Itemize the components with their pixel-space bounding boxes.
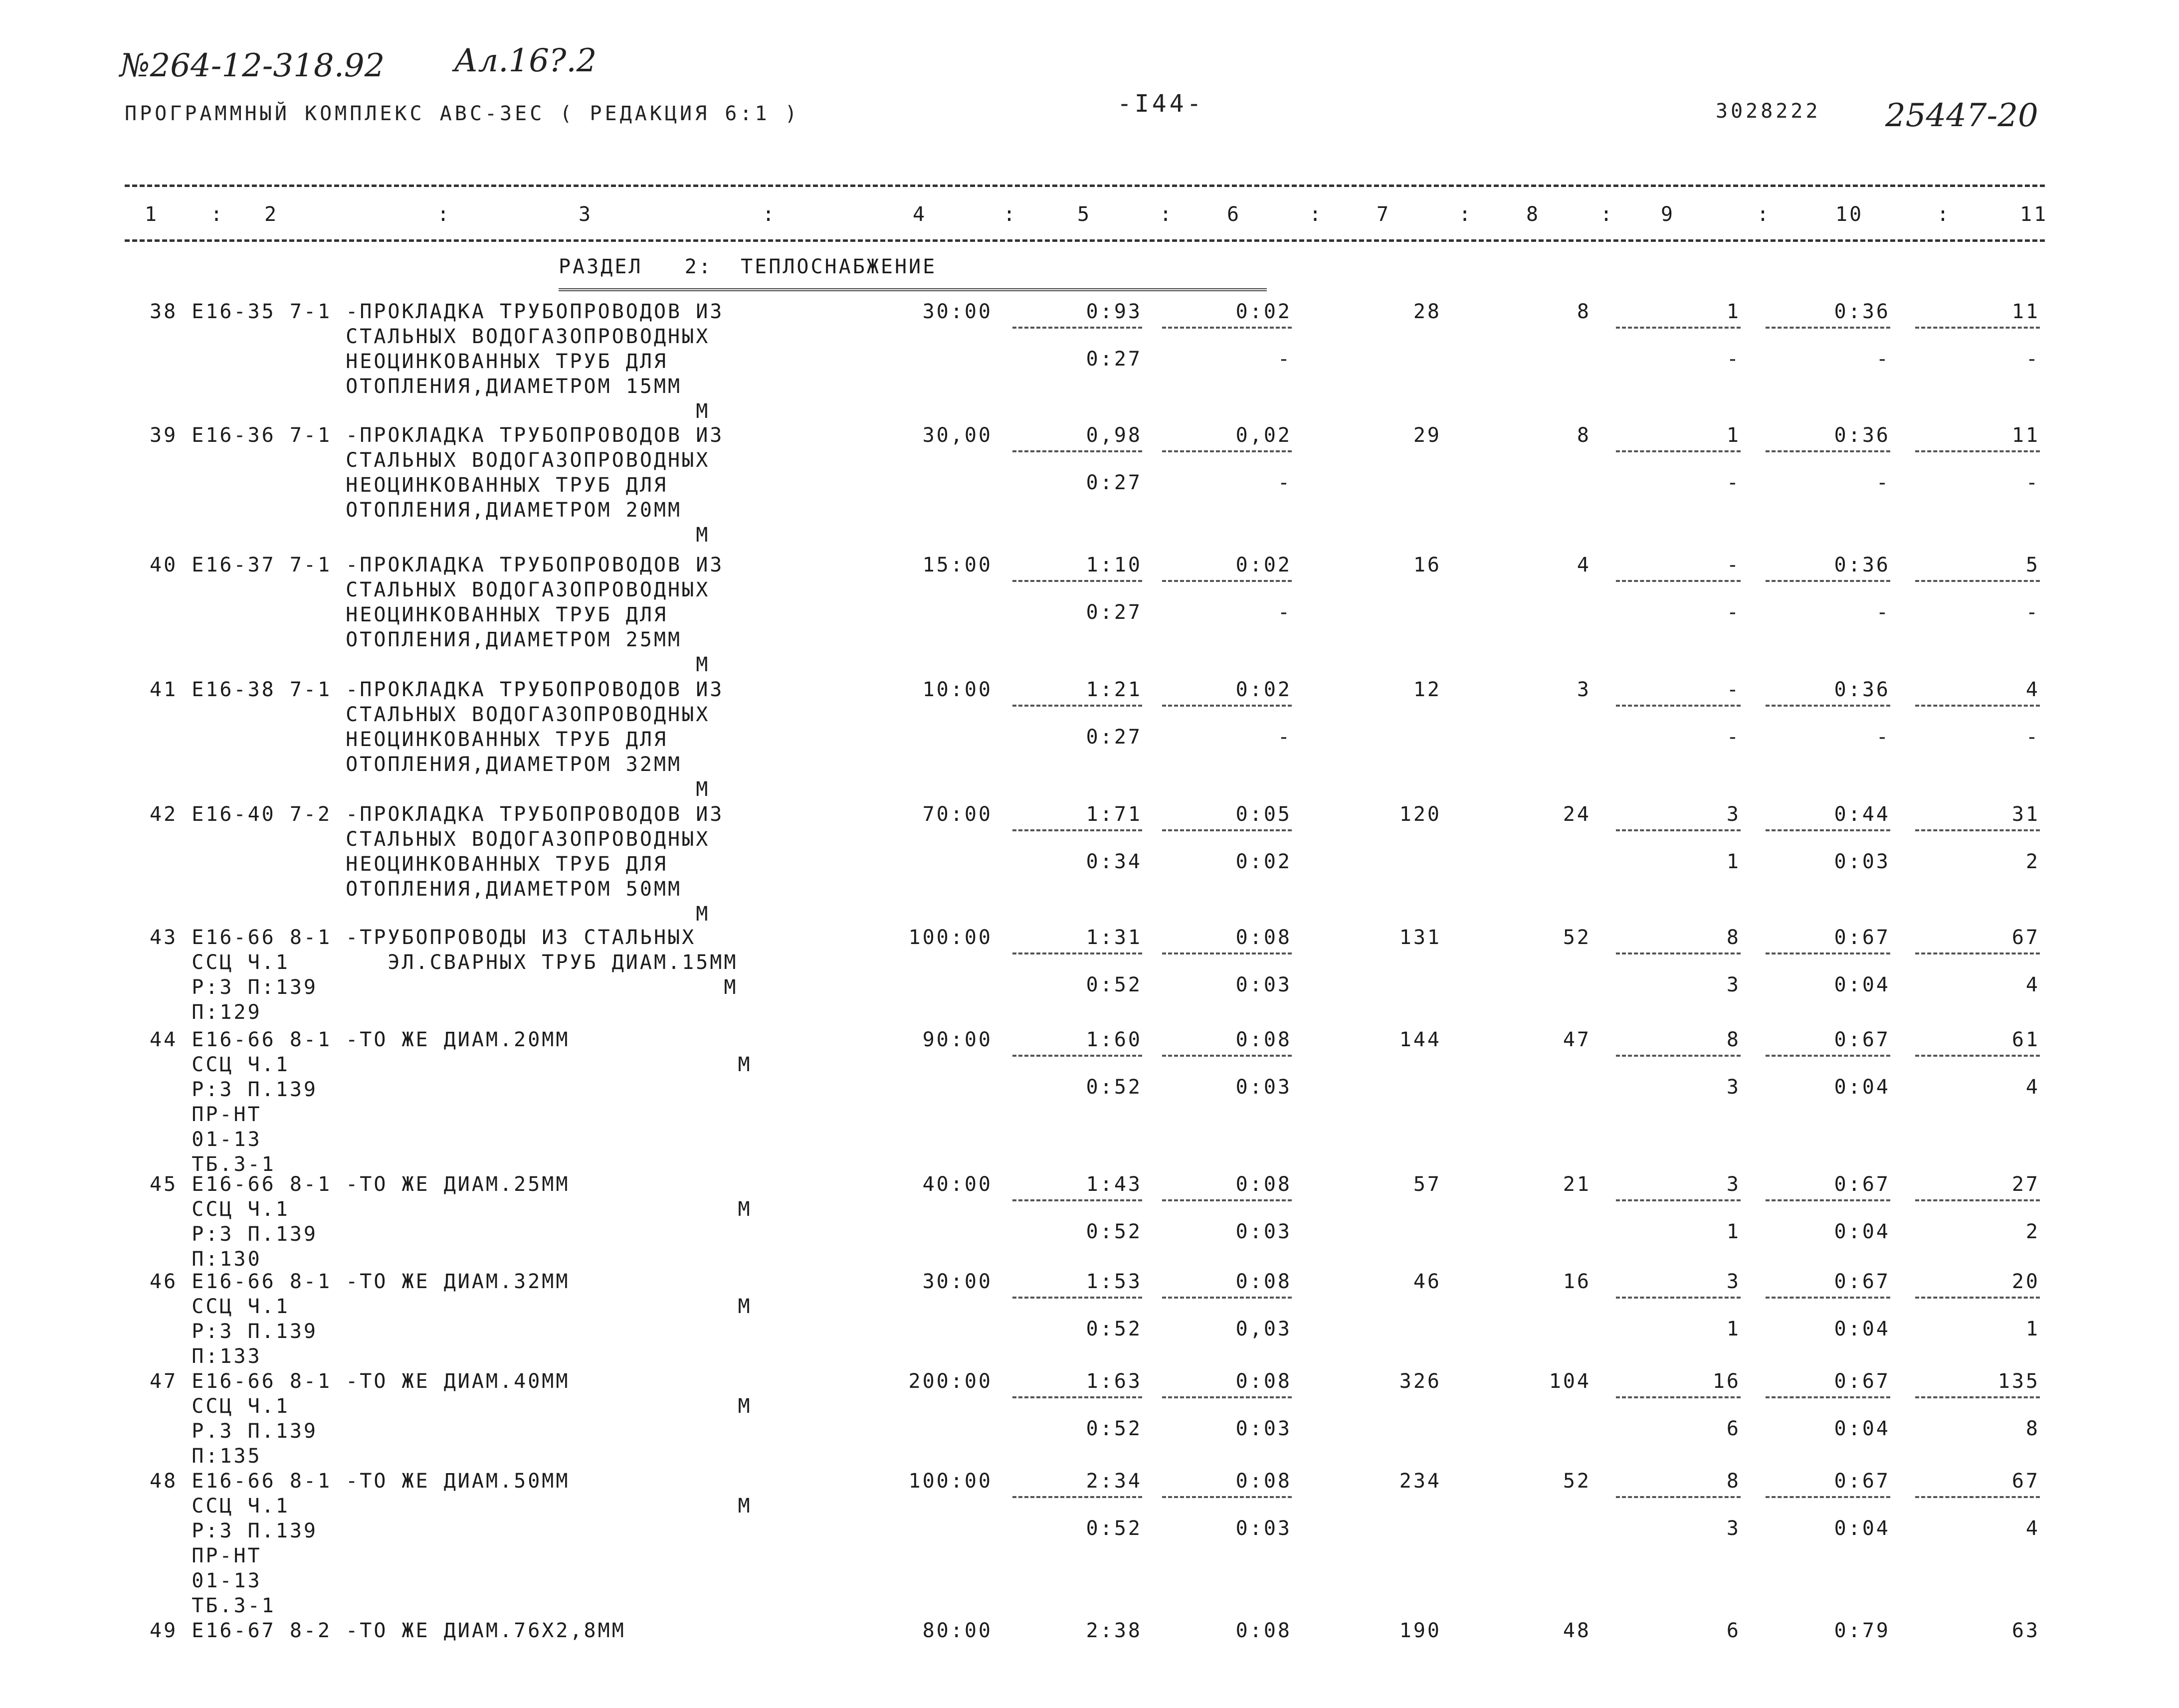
cell-col-9-lower: 1 [1726,1318,1741,1340]
cell-divider-line [1766,1396,1890,1398]
cell-col-4: 40:00 [922,1173,992,1196]
row-description-line: П:135 [150,1445,262,1468]
cell-divider-line [1766,952,1890,954]
cell-col-9-lower: 1 [1726,1220,1741,1243]
cell-divider-line [1162,327,1292,329]
column-header-6: 6 [1227,203,1241,226]
column-separator: : [1309,203,1324,226]
cell-col-10: 0:44 [1834,803,1890,826]
cell-divider-line [1616,580,1741,582]
column-separator: : [1160,203,1174,226]
row-description-line: 43 Е16-66 8-1 -ТРУБОПРОВОДЫ ИЗ СТАЛЬНЫХ [150,926,696,949]
cell-col-8: 8 [1577,300,1591,323]
row-description-line: НЕОЦИНКОВАННЫХ ТРУБ ДЛЯ [150,474,668,497]
cell-col-7: 326 [1399,1370,1441,1393]
cell-col-9-lower: 6 [1726,1417,1741,1440]
cell-col-9-lower: 3 [1726,973,1741,996]
row-description-line: П:130 [150,1248,262,1271]
cell-col-9: 8 [1726,1028,1741,1051]
cell-divider-line [1012,952,1142,954]
cell-col-10: 0:67 [1834,1028,1890,1051]
row-description-line: ССЦ Ч.1 ЭЛ.СВАРНЫХ ТРУБ ДИАМ.15ММ [150,951,738,974]
column-header-8: 8 [1526,203,1541,226]
row-description-line: П:129 [150,1001,262,1024]
row-description-line: Р:3 П.139 [150,1078,318,1101]
cell-col-8: 104 [1549,1370,1591,1393]
row-description-line: ССЦ Ч.1 М [150,1053,752,1076]
cell-col-5: 1:71 [1086,803,1142,826]
cell-col-7: 12 [1413,678,1441,701]
cell-col-11: 27 [2011,1173,2040,1196]
cell-divider-line [1766,829,1890,831]
cell-col-4: 80:00 [922,1619,992,1642]
column-header-9: 9 [1661,203,1675,226]
cell-col-6: 0:02 [1235,554,1292,576]
row-description-line: СТАЛЬНЫХ ВОДОГАЗОПРОВОДНЫХ [150,578,710,601]
cell-col-11-lower: 2 [2025,1220,2040,1243]
cell-col-8: 52 [1563,1470,1591,1493]
row-description-line: ССЦ Ч.1 М [150,1295,752,1318]
row-description-line: НЕОЦИНКОВАННЫХ ТРУБ ДЛЯ [150,350,668,373]
cell-divider-line [1766,1297,1890,1299]
cell-col-11-lower: 4 [2025,1517,2040,1540]
cell-col-10-lower: 0:04 [1834,1517,1890,1540]
cell-col-11-lower: - [2025,726,2040,749]
cell-divider-line [1616,1199,1741,1201]
cell-col-4: 15:00 [922,554,992,576]
cell-col-4: 10:00 [922,678,992,701]
cell-col-11: 63 [2011,1619,2040,1642]
cell-col-5-lower: 0:27 [1086,471,1142,494]
column-separator: : [762,203,777,226]
cell-col-11: 61 [2011,1028,2040,1051]
column-header-5: 5 [1077,203,1092,226]
cell-divider-line [1616,829,1741,831]
cell-col-10: 0:67 [1834,1173,1890,1196]
cell-col-7: 144 [1399,1028,1441,1051]
cell-col-4: 90:00 [922,1028,992,1051]
cell-col-4: 30:00 [922,300,992,323]
row-description-line: 47 Е16-66 8-1 -ТО ЖЕ ДИАМ.40ММ [150,1370,570,1393]
cell-divider-line [1915,1199,2040,1201]
cell-col-9: 16 [1712,1370,1741,1393]
cell-col-11-lower: - [2025,348,2040,371]
row-description-line: 44 Е16-66 8-1 -ТО ЖЕ ДИАМ.20ММ [150,1028,570,1051]
row-description-line: М [150,778,710,801]
cell-col-6: 0:08 [1235,1619,1292,1642]
cell-col-6: 0:02 [1235,678,1292,701]
cell-col-9: - [1726,678,1741,701]
cell-divider-line [1012,450,1142,452]
cell-divider-line [1766,327,1890,329]
row-description-line: НЕОЦИНКОВАННЫХ ТРУБ ДЛЯ [150,853,668,876]
cell-col-10-lower: 0:04 [1834,1076,1890,1099]
row-description-line: ССЦ Ч.1 М [150,1198,752,1221]
cell-col-11: 4 [2025,678,2040,701]
cell-col-8: 4 [1577,554,1591,576]
cell-col-9: 3 [1726,803,1741,826]
cell-col-11-lower: 8 [2025,1417,2040,1440]
cell-col-6-lower: 0:03 [1235,1076,1292,1099]
cell-divider-line [1012,705,1142,707]
column-separator: : [1003,203,1017,226]
cell-col-11-lower: 1 [2025,1318,2040,1340]
row-description-line: Р.3 П.139 [150,1420,318,1443]
cell-divider-line [1162,705,1292,707]
row-description-line: СТАЛЬНЫХ ВОДОГАЗОПРОВОДНЫХ [150,449,710,472]
cell-col-6-lower: - [1277,348,1292,371]
cell-col-6-lower: 0:03 [1235,1517,1292,1540]
row-description-line: ОТОПЛЕНИЯ,ДИАМЕТРОМ 25ММ [150,628,682,651]
cell-divider-line [1012,1496,1142,1498]
cell-divider-line [1162,829,1292,831]
row-description-line: СТАЛЬНЫХ ВОДОГАЗОПРОВОДНЫХ [150,828,710,851]
cell-col-6-lower: - [1277,726,1292,749]
page-number: -I44- [1117,90,1204,118]
cell-divider-line [1012,1199,1142,1201]
row-description-line: М [150,653,710,676]
cell-col-7: 28 [1413,300,1441,323]
cell-col-9-lower: 3 [1726,1076,1741,1099]
row-description-line: Р:3 П.139 [150,1320,318,1343]
handwritten-stamp-number: 25447-20 [1885,97,2038,134]
cell-col-10-lower: - [1876,471,1890,494]
cell-col-6-lower: - [1277,601,1292,624]
column-header-2: 2 [264,203,279,226]
cell-col-5-lower: 0:52 [1086,1517,1142,1540]
cell-col-6-lower: 0:02 [1235,850,1292,873]
cell-divider-line [1012,829,1142,831]
row-description-line: Р:3 П.139 [150,1223,318,1246]
cell-col-6-lower: 0:03 [1235,1220,1292,1243]
row-description-line: 38 Е16-35 7-1 -ПРОКЛАДКА ТРУБОПРОВОДОВ ИЗ [150,300,724,323]
cell-col-6: 0:08 [1235,1028,1292,1051]
row-description-line: 48 Е16-66 8-1 -ТО ЖЕ ДИАМ.50ММ [150,1470,570,1493]
cell-col-6: 0:08 [1235,1470,1292,1493]
cell-col-6-lower: - [1277,471,1292,494]
cell-col-6: 0:08 [1235,1270,1292,1293]
row-description-line: Р:3 П:139 М [150,976,738,999]
cell-col-9: 3 [1726,1173,1741,1196]
program-title: ПРОГРАММНЫЙ КОМПЛЕКС АВС-ЗЕС ( РЕДАКЦИЯ 6:1 ) [125,102,800,125]
row-description-line: ССЦ Ч.1 М [150,1495,752,1518]
cell-divider-line [1766,1055,1890,1057]
row-description-line: 40 Е16-37 7-1 -ПРОКЛАДКА ТРУБОПРОВОДОВ ИЗ [150,554,724,576]
cell-col-5: 1:31 [1086,926,1142,949]
row-description-line: ОТОПЛЕНИЯ,ДИАМЕТРОМ 50ММ [150,878,682,901]
cell-col-8: 48 [1563,1619,1591,1642]
cell-col-5: 2:34 [1086,1470,1142,1493]
cell-divider-line [1915,952,2040,954]
row-description-line: ОТОПЛЕНИЯ,ДИАМЕТРОМ 20ММ [150,499,682,522]
cell-col-5: 1:63 [1086,1370,1142,1393]
cell-col-10-lower: - [1876,348,1890,371]
row-description-line: ОТОПЛЕНИЯ,ДИАМЕТРОМ 15ММ [150,375,682,398]
cell-col-4: 100:00 [908,926,992,949]
cell-col-5-lower: 0:52 [1086,1076,1142,1099]
section-title: РАЗДЕЛ 2: ТЕПЛОСНАБЖЕНИЕ [559,255,937,278]
cell-col-7: 190 [1399,1619,1441,1642]
cell-col-11: 11 [2011,300,2040,323]
column-separator: : [1937,203,1951,226]
cell-divider-line [1012,580,1142,582]
cell-col-9-lower: - [1726,726,1741,749]
cell-col-10-lower: 0:04 [1834,1220,1890,1243]
cell-col-6: 0:05 [1235,803,1292,826]
cell-col-7: 29 [1413,424,1441,447]
cell-col-8: 52 [1563,926,1591,949]
cell-col-9: 8 [1726,926,1741,949]
column-header-1: 1 [145,203,159,226]
cell-divider-line [1012,1297,1142,1299]
column-separator: : [437,203,451,226]
top-rule [125,185,2045,187]
cell-col-5: 1:60 [1086,1028,1142,1051]
cell-divider-line [1162,580,1292,582]
cell-divider-line [1766,1199,1890,1201]
row-description-line: 39 Е16-36 7-1 -ПРОКЛАДКА ТРУБОПРОВОДОВ ИЗ [150,424,724,447]
cell-divider-line [1915,1396,2040,1398]
cell-col-7: 120 [1399,803,1441,826]
cell-divider-line [1616,450,1741,452]
cell-col-5-lower: 0:52 [1086,1318,1142,1340]
cell-col-11: 67 [2011,926,2040,949]
cell-col-10: 0:79 [1834,1619,1890,1642]
cell-col-8: 3 [1577,678,1591,701]
cell-col-11: 11 [2011,424,2040,447]
cell-col-9-lower: - [1726,601,1741,624]
header-bottom-rule [125,239,2045,242]
cell-col-5: 2:38 [1086,1619,1142,1642]
row-description-line: 45 Е16-66 8-1 -ТО ЖЕ ДИАМ.25ММ [150,1173,570,1196]
column-header-3: 3 [579,203,593,226]
cell-col-9-lower: 3 [1726,1517,1741,1540]
cell-divider-line [1162,952,1292,954]
cell-divider-line [1162,1496,1292,1498]
row-description-line: 46 Е16-66 8-1 -ТО ЖЕ ДИАМ.32ММ [150,1270,570,1293]
cell-col-9: 8 [1726,1470,1741,1493]
cell-col-6: 0:08 [1235,926,1292,949]
cell-divider-line [1616,1297,1741,1299]
cell-col-10-lower: 0:04 [1834,973,1890,996]
cell-divider-line [1915,829,2040,831]
cell-col-9-lower: - [1726,471,1741,494]
cell-col-5: 0,98 [1086,424,1142,447]
cell-col-10-lower: - [1876,726,1890,749]
cell-col-5: 1:10 [1086,554,1142,576]
cell-divider-line [1766,580,1890,582]
cell-col-4: 100:00 [908,1470,992,1493]
row-description-line: ССЦ Ч.1 М [150,1395,752,1418]
cell-col-5-lower: 0:52 [1086,1417,1142,1440]
row-description-line: ПР-НТ [150,1544,262,1567]
cell-divider-line [1915,1055,2040,1057]
cell-divider-line [1915,1496,2040,1498]
cell-col-11: 20 [2011,1270,2040,1293]
cell-col-10: 0:67 [1834,1270,1890,1293]
row-description-line: ТБ.3-1 [150,1594,276,1617]
column-header-4: 4 [913,203,927,226]
cell-col-11-lower: - [2025,601,2040,624]
cell-col-10-lower: 0:04 [1834,1318,1890,1340]
cell-col-5-lower: 0:52 [1086,1220,1142,1243]
row-description-line: М [150,400,710,423]
cell-divider-line [1616,705,1741,707]
cell-col-5: 1:21 [1086,678,1142,701]
cell-divider-line [1766,705,1890,707]
cell-col-8: 21 [1563,1173,1591,1196]
cell-divider-line [1616,1396,1741,1398]
cell-col-11-lower: 4 [2025,973,2040,996]
cell-divider-line [1012,1055,1142,1057]
cell-col-5: 0:93 [1086,300,1142,323]
column-header-10: 10 [1835,203,1864,226]
cell-col-7: 16 [1413,554,1441,576]
row-description-line: СТАЛЬНЫХ ВОДОГАЗОПРОВОДНЫХ [150,703,710,726]
cell-col-8: 8 [1577,424,1591,447]
cell-divider-line [1162,1055,1292,1057]
cell-divider-line [1616,952,1741,954]
cell-divider-line [1162,1199,1292,1201]
cell-divider-line [1766,450,1890,452]
cell-col-6: 0:08 [1235,1370,1292,1393]
row-description-line: 49 Е16-67 8-2 -ТО ЖЕ ДИАМ.76Х2,8ММ [150,1619,626,1642]
cell-col-9: - [1726,554,1741,576]
row-description-line: СТАЛЬНЫХ ВОДОГАЗОПРОВОДНЫХ [150,325,710,348]
cell-col-9-lower: 1 [1726,850,1741,873]
cell-col-10-lower: - [1876,601,1890,624]
column-header-7: 7 [1377,203,1391,226]
document-code: 3028222 [1716,100,1821,123]
cell-col-9: 1 [1726,424,1741,447]
cell-divider-line [1012,327,1142,329]
cell-col-4: 30:00 [922,1270,992,1293]
cell-col-10: 0:36 [1834,678,1890,701]
column-separator: : [1757,203,1771,226]
cell-col-5-lower: 0:34 [1086,850,1142,873]
row-description-line: НЕОЦИНКОВАННЫХ ТРУБ ДЛЯ [150,728,668,751]
row-description-line: М [150,903,710,926]
cell-col-11: 67 [2011,1470,2040,1493]
cell-col-4: 200:00 [908,1370,992,1393]
row-description-line: 01-13 [150,1128,262,1151]
cell-col-9-lower: - [1726,348,1741,371]
cell-col-6-lower: 0:03 [1235,973,1292,996]
column-separator: : [210,203,225,226]
cell-col-5-lower: 0:27 [1086,601,1142,624]
cell-col-5-lower: 0:52 [1086,973,1142,996]
cell-col-10: 0:67 [1834,1370,1890,1393]
cell-col-7: 57 [1413,1173,1441,1196]
cell-divider-line [1162,1297,1292,1299]
cell-divider-line [1915,580,2040,582]
column-separator: : [1459,203,1473,226]
cell-col-9: 1 [1726,300,1741,323]
cell-col-6-lower: 0:03 [1235,1417,1292,1440]
cell-col-11-lower: 2 [2025,850,2040,873]
cell-col-6: 0:08 [1235,1173,1292,1196]
cell-col-8: 47 [1563,1028,1591,1051]
cell-col-6-lower: 0,03 [1235,1318,1292,1340]
handwritten-doc-number: №264-12-318.92 [120,47,385,84]
cell-col-4: 30,00 [922,424,992,447]
cell-col-10: 0:67 [1834,926,1890,949]
row-description-line: НЕОЦИНКОВАННЫХ ТРУБ ДЛЯ [150,603,668,626]
cell-divider-line [1915,450,2040,452]
cell-divider-line [1915,327,2040,329]
cell-col-7: 234 [1399,1470,1441,1493]
cell-divider-line [1616,1055,1741,1057]
cell-col-11-lower: - [2025,471,2040,494]
row-description-line: ОТОПЛЕНИЯ,ДИАМЕТРОМ 32ММ [150,753,682,776]
cell-divider-line [1616,327,1741,329]
cell-divider-line [1162,1396,1292,1398]
cell-col-7: 46 [1413,1270,1441,1293]
cell-col-4: 70:00 [922,803,992,826]
row-description-line: ПР-НТ [150,1103,262,1126]
cell-col-5-lower: 0:27 [1086,726,1142,749]
section-underline [559,288,1267,291]
cell-col-11: 5 [2025,554,2040,576]
cell-divider-line [1162,450,1292,452]
row-description-line: 01-13 [150,1569,262,1592]
cell-col-11-lower: 4 [2025,1076,2040,1099]
column-separator: : [1600,203,1614,226]
cell-col-10: 0:36 [1834,424,1890,447]
cell-col-6: 0,02 [1235,424,1292,447]
cell-divider-line [1915,1297,2040,1299]
row-description-line: П:133 [150,1345,262,1368]
cell-divider-line [1766,1496,1890,1498]
cell-col-7: 131 [1399,926,1441,949]
handwritten-sheet-note: Ал.16?.2 [454,42,597,79]
cell-col-9: 6 [1726,1619,1741,1642]
cell-col-10: 0:36 [1834,300,1890,323]
cell-col-10: 0:36 [1834,554,1890,576]
cell-col-10-lower: 0:04 [1834,1417,1890,1440]
cell-col-11: 31 [2011,803,2040,826]
cell-col-9: 3 [1726,1270,1741,1293]
cell-col-6: 0:02 [1235,300,1292,323]
row-description-line: 41 Е16-38 7-1 -ПРОКЛАДКА ТРУБОПРОВОДОВ ИЗ [150,678,724,701]
column-header-11: 11 [2020,203,2048,226]
cell-col-11: 135 [1997,1370,2040,1393]
row-description-line: 42 Е16-40 7-2 -ПРОКЛАДКА ТРУБОПРОВОДОВ ИЗ [150,803,724,826]
cell-divider-line [1915,705,2040,707]
cell-divider-line [1616,1496,1741,1498]
cell-col-10: 0:67 [1834,1470,1890,1493]
cell-col-5: 1:43 [1086,1173,1142,1196]
cell-col-8: 16 [1563,1270,1591,1293]
cell-col-8: 24 [1563,803,1591,826]
cell-col-5-lower: 0:27 [1086,348,1142,371]
cell-divider-line [1012,1396,1142,1398]
row-description-line: Р:3 П.139 [150,1519,318,1542]
row-description-line: М [150,524,710,547]
row-description-line: ТБ.3-1 [150,1153,276,1176]
cell-col-5: 1:53 [1086,1270,1142,1293]
cell-col-10-lower: 0:03 [1834,850,1890,873]
